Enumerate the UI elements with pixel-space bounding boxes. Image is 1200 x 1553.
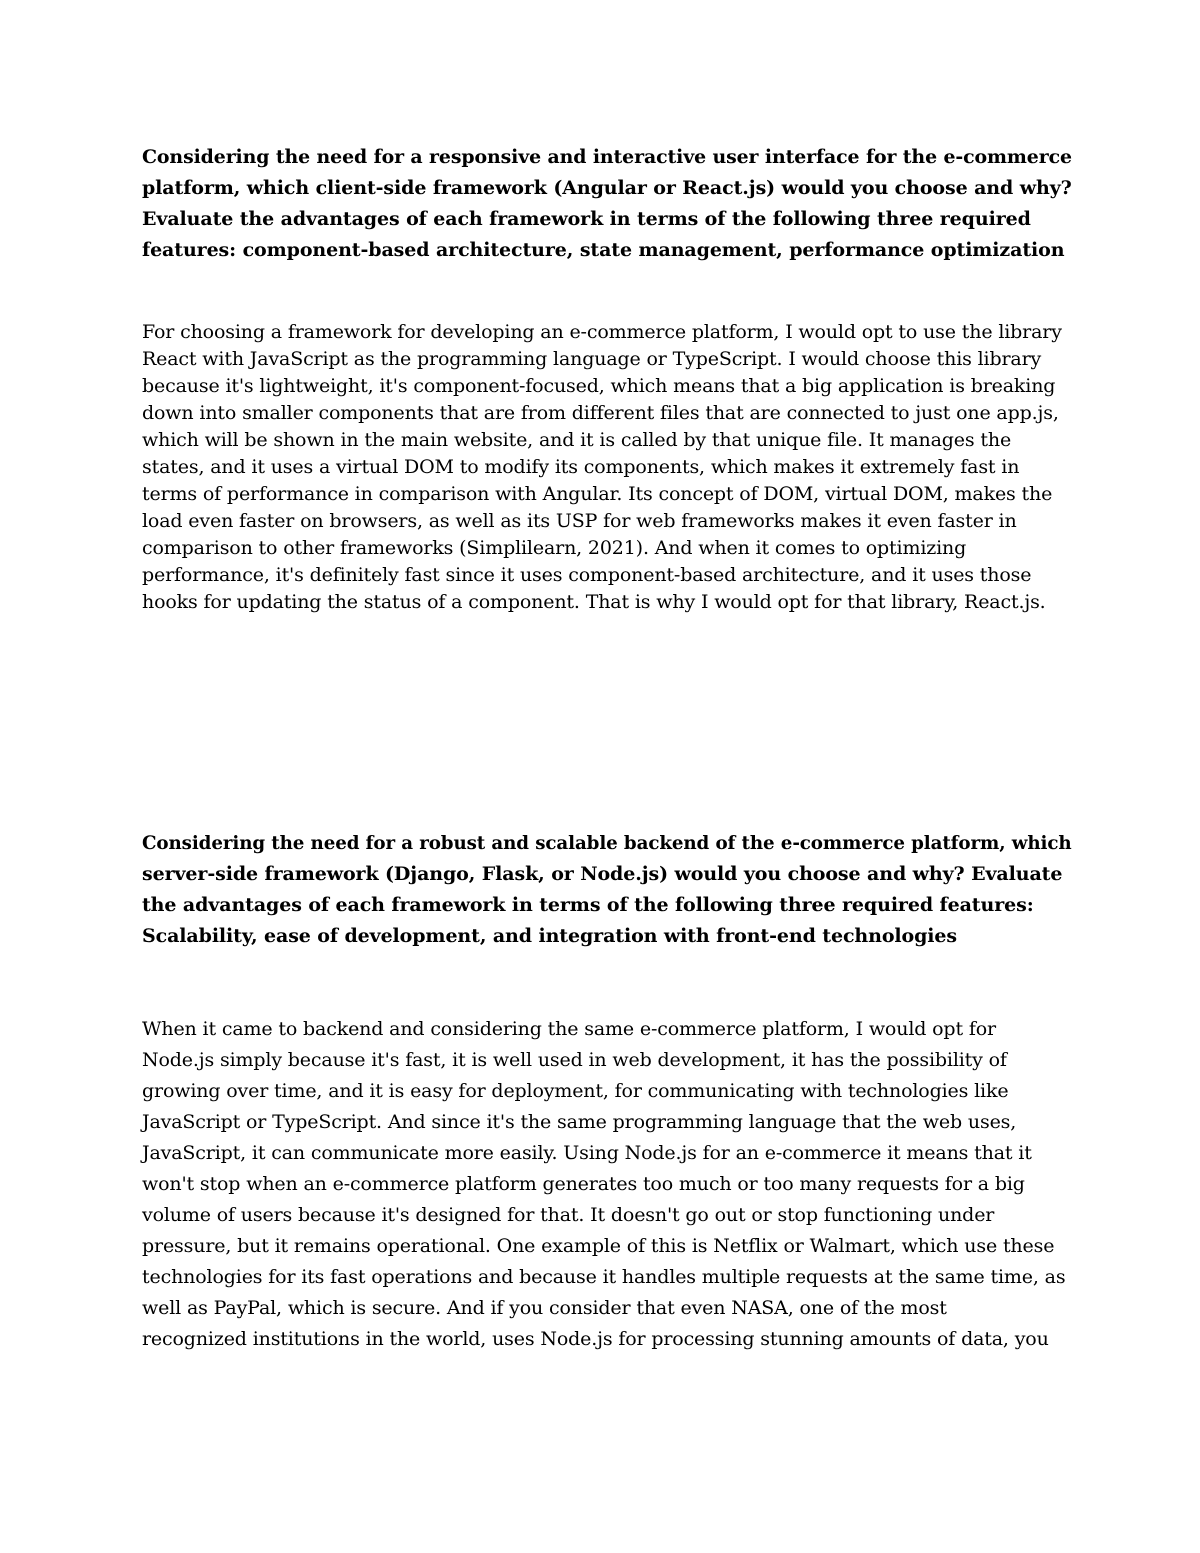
answer-1-line: performance, it's definitely fast since it uses component-based architecture, and it uses those xyxy=(142,564,1032,586)
answer-2-line: recognized institutions in the world, uses Node.js for processing stunning amounts of data, you xyxy=(142,1328,1049,1350)
answer-1-line: hooks for updating the status of a component. That is why I would opt for that library, React.js. xyxy=(142,591,1046,613)
answer-2-paragraph xyxy=(142,1014,1072,1355)
answer-1-line: because it's lightweight, it's component-focused, which means that a big application is breaking xyxy=(142,375,1056,397)
answer-2-line: won't stop when an e-commerce platform generates too much or too many requests for a big xyxy=(142,1173,1025,1195)
question-1-line: features: component-based architecture, state management, performance optimization xyxy=(142,239,1065,261)
answer-1-line: down into smaller components that are from different files that are connected to just one app.js, xyxy=(142,402,1059,424)
answer-1-line: For choosing a framework for developing an e-commerce platform, I would opt to use the library xyxy=(142,321,1062,343)
answer-2-line: growing over time, and it is easy for deployment, for communicating with technologies like xyxy=(142,1080,1009,1102)
question-2-line: Scalability, ease of development, and integration with front-end technologies xyxy=(142,925,957,947)
answer-2-line: Node.js simply because it's fast, it is well used in web development, it has the possibility of xyxy=(142,1049,1007,1071)
answer-1-line: comparison to other frameworks (Simplilearn, 2021). And when it comes to optimizing xyxy=(142,537,967,559)
answer-2-line: When it came to backend and considering the same e-commerce platform, I would opt for xyxy=(142,1018,996,1040)
answer-2-line: JavaScript, it can communicate more easily. Using Node.js for an e-commerce it means that it xyxy=(142,1142,1032,1164)
answer-1-line: terms of performance in comparison with Angular. Its concept of DOM, virtual DOM, makes the xyxy=(142,483,1053,505)
question-2-line: server-side framework (Django, Flask, or Node.js) would you choose and why? Evaluate xyxy=(142,863,1063,885)
question-1-line: platform, which client-side framework (Angular or React.js) would you choose and why? xyxy=(142,177,1072,199)
question-1-line: Evaluate the advantages of each framework in terms of the following three required xyxy=(142,208,1031,230)
question-1-line: Considering the need for a responsive and interactive user interface for the e-commerce xyxy=(142,146,1072,168)
answer-1-line: states, and it uses a virtual DOM to modify its components, which makes it extremely fast in xyxy=(142,456,1020,478)
question-1-heading xyxy=(142,142,1072,266)
question-2-heading xyxy=(142,828,1072,952)
answer-1-paragraph xyxy=(142,319,1072,616)
question-2-line: Considering the need for a robust and scalable backend of the e-commerce platform, which xyxy=(142,833,1072,854)
answer-2-line: JavaScript or TypeScript. And since it's the same programming language that the web uses, xyxy=(142,1111,1017,1133)
answer-1-line: React with JavaScript as the programming language or TypeScript. I would choose this library xyxy=(142,348,1042,370)
question-2-line: the advantages of each framework in terms of the following three required features: xyxy=(142,894,1034,916)
answer-2-line: well as PayPal, which is secure. And if you consider that even NASA, one of the most xyxy=(142,1297,947,1319)
answer-2-line: volume of users because it's designed for that. It doesn't go out or stop functioning under xyxy=(142,1204,995,1226)
answer-2-line: pressure, but it remains operational. One example of this is Netflix or Walmart, which use these xyxy=(142,1235,1055,1257)
answer-2-line: technologies for its fast operations and because it handles multiple requests at the same time, as xyxy=(142,1266,1066,1288)
answer-1-line: which will be shown in the main website, and it is called by that unique file. It manages the xyxy=(142,429,1012,451)
answer-1-line: load even faster on browsers, as well as its USP for web frameworks makes it even faster in xyxy=(142,510,1017,532)
